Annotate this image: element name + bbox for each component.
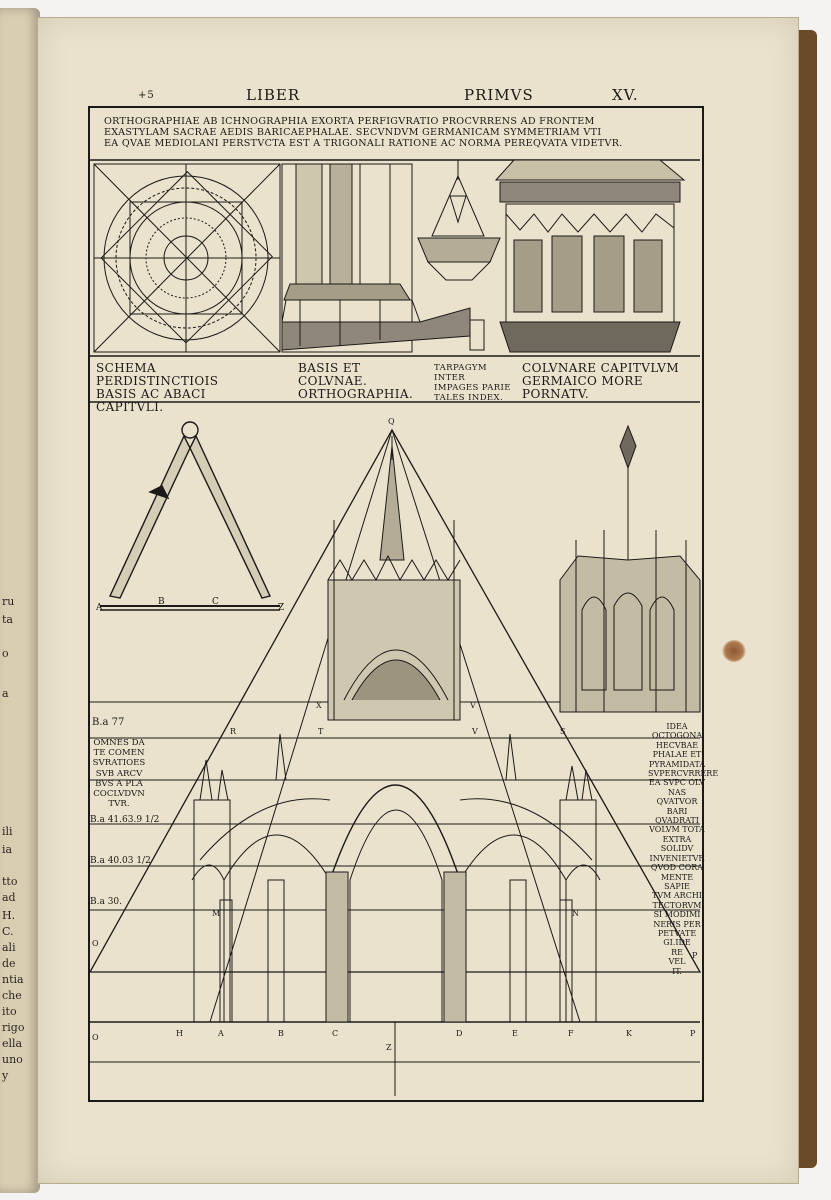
note-line: NERIS PER — [653, 919, 701, 929]
elevation-letter-p-side: P — [692, 951, 698, 960]
left-page-fragment: tto — [2, 875, 18, 888]
note-line: TE COMEN — [93, 748, 145, 759]
caption-line: EA QVAE MEDIOLANI PERSTVCTA EST A TRIGONALI RATIONE AC NORMA PEREQVATA VIDETVR. — [104, 138, 623, 149]
base-letter-o: O — [92, 1033, 99, 1042]
note-line: VOLVM TOTA — [649, 825, 705, 835]
note-line: MENTE SAPIE — [660, 872, 694, 891]
note-line: QVOD CORA — [650, 863, 704, 873]
base-letter-d: D — [456, 1029, 463, 1038]
caption-line: EXASTYLAM SACRAE AEDIS BARICAEPHALAE. SECVNDVM GERMANICAM SYMMETRIAM VTI — [104, 127, 602, 138]
ground-plan-figure — [94, 164, 280, 352]
compass-letter-z: Z — [278, 603, 285, 613]
note-line: OCTOGONA — [651, 731, 703, 741]
left-page-fragment: a — [2, 687, 9, 700]
elevation-letter-r: R — [230, 727, 237, 736]
left-page-fragment: ad — [2, 891, 16, 904]
foxing-stain — [722, 640, 746, 662]
left-page-fragment: ia — [2, 843, 13, 856]
left-page-fragment: ili — [2, 825, 13, 838]
note-line: EXTRA SOLIDV — [660, 834, 694, 854]
elevation-letter-v2: V — [472, 727, 478, 736]
label-line: COLVNARE CAPITVLVM — [522, 361, 680, 375]
header-word-liber: LIBER — [246, 86, 301, 104]
label-line: GERMAICO MORE PORNATV. — [522, 374, 644, 401]
note-line: PYRAMIDATA — [648, 759, 706, 769]
base-letter-a: A — [218, 1029, 224, 1038]
header-word-primus: PRIMVS — [464, 86, 534, 104]
note-line: IT. — [672, 966, 682, 976]
elevation-letter-x: X — [316, 701, 322, 710]
compass-letter-b: B — [158, 597, 165, 607]
elevation-letter-s: S — [560, 727, 566, 736]
left-page-fragment: ntia — [2, 973, 24, 986]
note-line: PETVATE — [657, 928, 697, 938]
elevation-letter-t: T — [318, 727, 324, 736]
base-letter-f: F — [568, 1029, 574, 1038]
base-letter-b: B — [278, 1029, 284, 1038]
label-line: ORTHOGRAPHIA. — [298, 387, 414, 401]
header-mark: +5 — [138, 90, 155, 101]
left-page-fragment: y — [2, 1069, 9, 1082]
sculpted-capital-figure — [496, 160, 684, 352]
left-page-fragment: rigo — [2, 1021, 25, 1034]
base-letter-z: Z — [386, 1043, 392, 1052]
left-page-fragment: H. — [2, 909, 16, 922]
note-line: SI MODIMI — [653, 910, 701, 920]
left-page-fragment: uno — [2, 1053, 23, 1066]
compass-letter-c: C — [212, 597, 219, 607]
left-page-fragment: C. — [2, 925, 14, 938]
note-line: IDEA — [666, 722, 688, 731]
measure-b77: B.a 77 — [92, 717, 125, 728]
note-line: TVR. — [108, 799, 130, 810]
measure-b40: B.a 40.03 1/2 — [90, 856, 151, 866]
note-line: VEL — [668, 957, 686, 967]
label-line: IMPAGES PARIE — [434, 383, 511, 393]
note-line: TECTORVM — [652, 900, 702, 910]
compass-letter-a: A — [96, 603, 103, 613]
note-line: BARI QVADRATI — [655, 806, 699, 826]
label-line: TARPAGYM INTER — [434, 363, 487, 383]
label-line: TALES INDEX. — [434, 393, 504, 403]
left-page-fragment: ta — [2, 613, 13, 626]
label-line: SCHEMA PERDISTINCTIOIS — [96, 361, 219, 388]
note-line: PHALAE ET — [652, 750, 702, 760]
folio-number: XV. — [612, 86, 639, 104]
elevation-letter-o-side: O — [92, 939, 99, 948]
measure-b30: B.a 30. — [90, 897, 123, 907]
note-line: OMNES DA — [93, 738, 145, 748]
note-line: GI.IDE — [663, 938, 691, 948]
note-line: SVRATIOES — [92, 758, 146, 769]
left-page-fragment: ali — [2, 941, 16, 954]
base-letter-h: H — [176, 1029, 183, 1038]
measure-b41: B.a 41.63.9 1/2 — [90, 815, 160, 825]
left-page-fragment: ito — [2, 1005, 17, 1018]
left-page-fragment: ru — [2, 595, 15, 608]
base-letter-p: P — [690, 1029, 696, 1038]
spire-chapel-figure — [560, 426, 700, 712]
elevation-letter-n: N — [572, 909, 579, 918]
note-line: EA SVPC OLV — [648, 778, 706, 788]
compass-figure — [100, 422, 280, 610]
note-line: SVB ARCV — [95, 768, 143, 779]
note-line: COCLVDVN — [93, 789, 145, 800]
label-line: BASIS AC ABACI CAPITVLI. — [96, 387, 206, 414]
note-line: NAS QVATVOR — [656, 787, 698, 807]
base-letter-e: E — [512, 1029, 518, 1038]
note-line: TVM ARCHI — [652, 891, 702, 901]
base-letter-c: C — [332, 1029, 339, 1038]
left-page-fragment: ella — [2, 1037, 23, 1050]
elevation-letter-v: V — [470, 701, 476, 710]
caption-line: ORTHOGRAPHIAE AB ICHNOGRAPHIA EXORTA PERFIGVRATIO PROCVRRENS AD FRONTEM — [104, 116, 595, 127]
left-page-fragment: de — [2, 957, 16, 970]
note-line: HECVBAE — [655, 740, 699, 750]
base-letter-k: K — [626, 1029, 632, 1038]
note-line: BVS A PLA — [95, 778, 143, 789]
cathedral-elevation-figure — [90, 430, 700, 1022]
elevation-letter-m: M — [212, 909, 221, 918]
label-line: BASIS ET COLVNAE. — [298, 361, 368, 388]
note-line: INVENIETVR — [649, 853, 705, 863]
left-page-fragment: che — [2, 989, 22, 1002]
left-page-fragment: o — [2, 647, 9, 660]
note-line: RE — [671, 947, 683, 957]
note-line: SVPERCVRRERE — [648, 769, 719, 779]
elevation-letter-q: Q — [388, 417, 395, 426]
